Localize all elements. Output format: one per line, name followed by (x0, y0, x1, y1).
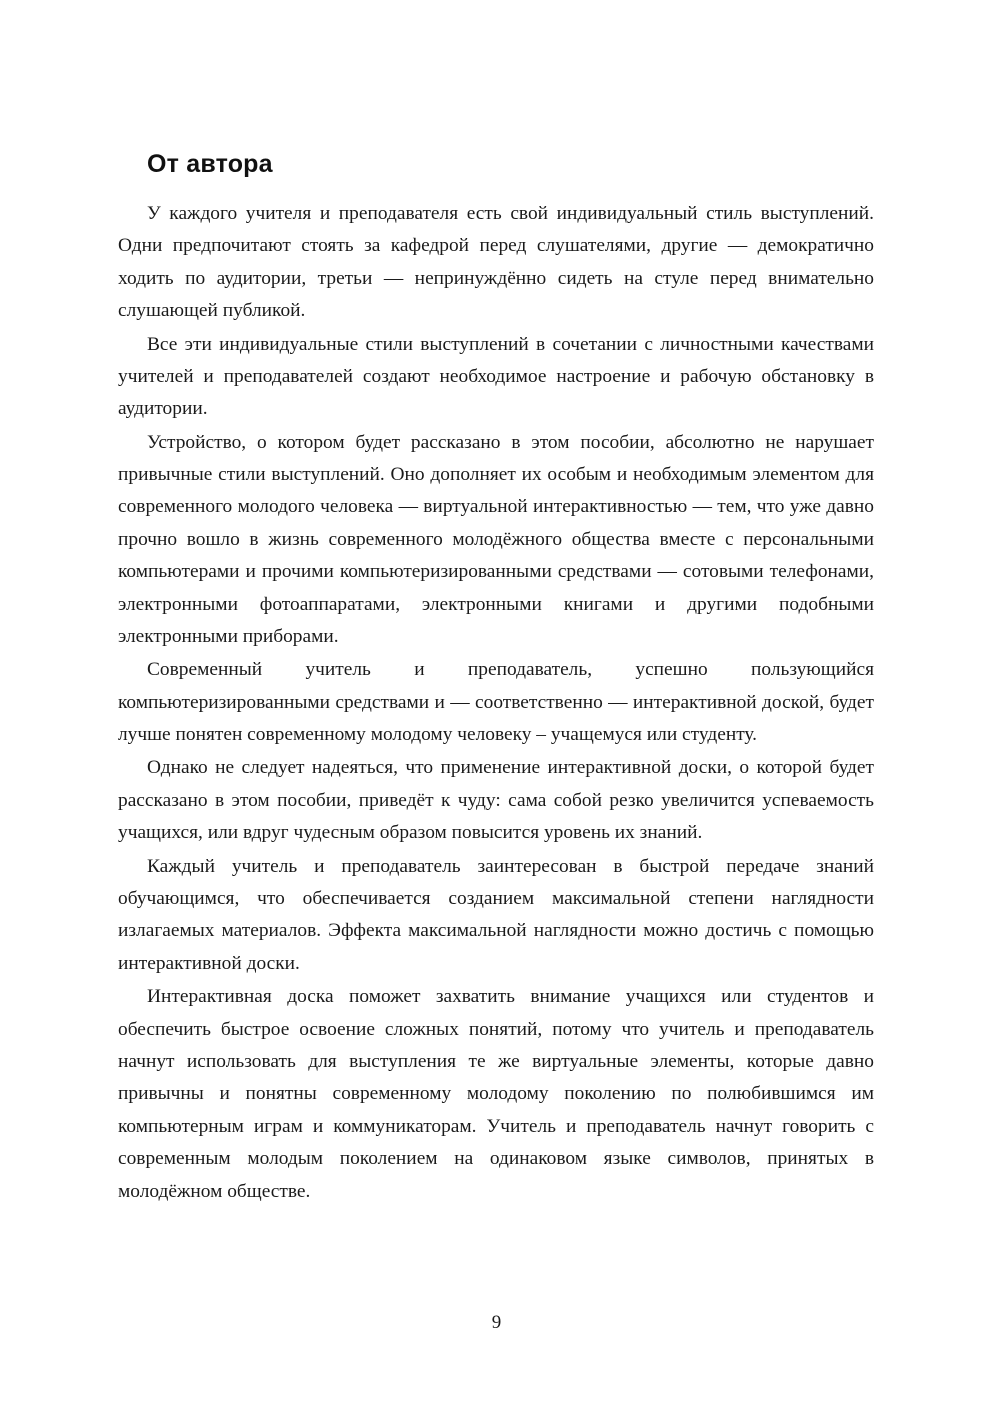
paragraph: Однако не следует надеяться, что применение интерактивной доски, о которой будет рассказано в этом пособии, приведёт к чуду: сама собой резко увеличится успеваемость учащихся, или вдруг чудесным образом повысится уровень их знаний. (118, 757, 874, 844)
page-content (118, 146, 874, 1209)
body-text (118, 198, 874, 1208)
section-heading: От автора (147, 150, 273, 178)
paragraph: Современный учитель и преподаватель, успешно пользующийся компьютеризированными средствами и — соответственно — интерактивной доской, будет лучше понятен современному молодому человеку – учащемуся или студенту. (118, 659, 874, 746)
paragraph: У каждого учителя и преподавателя есть свой индивидуальный стиль выступлений. Одни предпочитают стоять за кафедрой перед слушателями, другие — демократично ходить по аудитории, третьи — непринуждённо сидеть на стуле перед внимательно слушающей публикой. (118, 203, 874, 322)
paragraph: Устройство, о котором будет рассказано в этом пособии, абсолютно не нарушает привычные стили выступлений. Оно дополняет их особым и необходимым элементом для современного молодого человека — виртуальной интерактивностью — тем, что уже давно прочно вошло в жизнь современного молодёжного общества вместе с персональными компьютерами и прочими компьютеризированными средствами — сотовыми телефонами, электронными фотоаппаратами, электронными книгами и другими подобными электронными приборами. (118, 431, 874, 648)
page-number: 9 (491, 1312, 502, 1333)
paragraph: Интерактивная доска поможет захватить внимание учащихся или студентов и обеспечить быстрое освоение сложных понятий, потому что учитель и преподаватель начнут использовать для выступления те же виртуальные элементы, которые давно привычны и понятны современному молодому поколению по полюбившимся им компьютерным играм и коммуникаторам. Учитель и преподаватель начнут говорить с современным молодым поколением на одинаковом языке символов, принятых в молодёжном обществе. (118, 986, 874, 1202)
paragraph: Все эти индивидуальные стили выступлений в сочетании с личностными качествами учителей и преподавателей создают необходимое настроение и рабочую обстановку в аудитории. (118, 333, 874, 420)
paragraph: Каждый учитель и преподаватель заинтересован в быстрой передаче знаний обучающимся, что обеспечивается созданием максимальной степени наглядности излагаемых материалов. Эффекта максимальной наглядности можно достичь с помощью интерактивной доски. (118, 855, 874, 974)
